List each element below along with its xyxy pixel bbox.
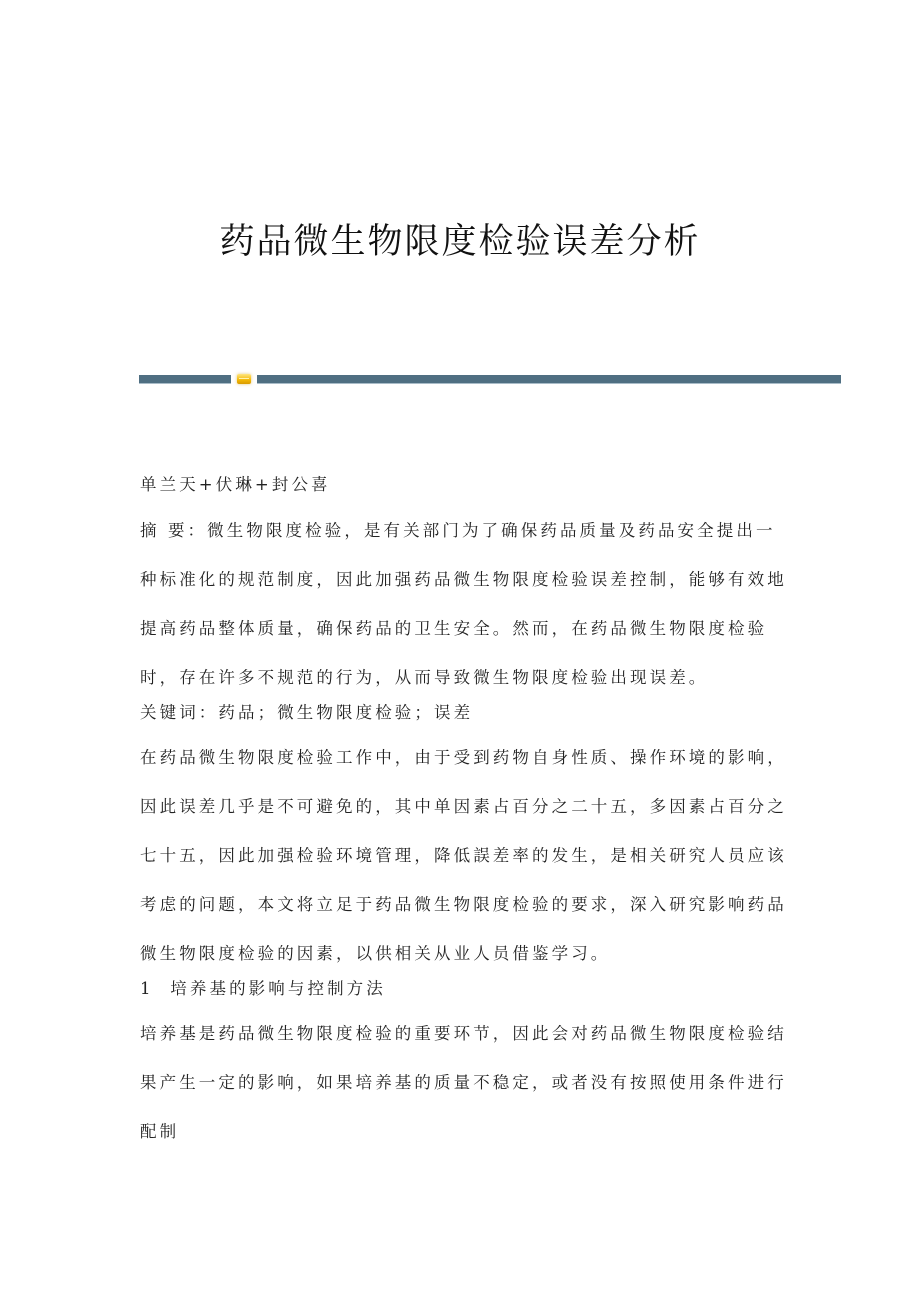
abstract-text: 微生物限度检验，是有关部门为了确保药品质量及药品安全提出一种标准化的规范制度，因此加强药品微生物限度检验误差控制，能够有效地提高药品整体质量，确保药品的卫生安全。然而，在药品微生物限度检验时，存在许多不规范的行为，从而导致微生物限度检验出现误差。 — [140, 521, 787, 687]
document-title: 药品微生物限度检验误差分析 — [219, 222, 701, 262]
section-heading: 1 培养基的影响与控制方法 — [140, 979, 386, 998]
document-body — [140, 470, 790, 1152]
intro-paragraph: 在药品微生物限度检验工作中，由于受到药物自身性质、操作环境的影响，因此误差几乎是不可避免的，其中单因素占百分之二十五，多因素占百分之七十五，因此加强检验环境管理，降低誤差率的发生，是相关研究人员应该考虑的问题，本文将立足于药品微生物限度检验的要求，深入研究影响药品微生物限度检验的因素，以供相关从业人员借鉴学习。 — [140, 748, 787, 963]
title-divider — [139, 375, 841, 384]
keywords-text: 药品；微生物限度检验；误差 — [218, 703, 474, 722]
divider-bar-left — [139, 375, 231, 384]
authors: 单兰天+伏琳+封公喜 — [140, 475, 331, 494]
abstract — [140, 506, 790, 702]
divider-ornament-icon — [237, 374, 251, 384]
divider-bar-right — [257, 375, 841, 384]
section-paragraph: 培养基是药品微生物限度检验的重要环节，因此会对药品微生物限度检验结果产生一定的影响，如果培养基的质量不稳定，或者没有按照使用条件进行配制 — [140, 1024, 787, 1141]
abstract-label: 摘 要： — [140, 521, 208, 540]
keywords — [140, 698, 790, 727]
keywords-label: 关键词： — [140, 703, 219, 722]
